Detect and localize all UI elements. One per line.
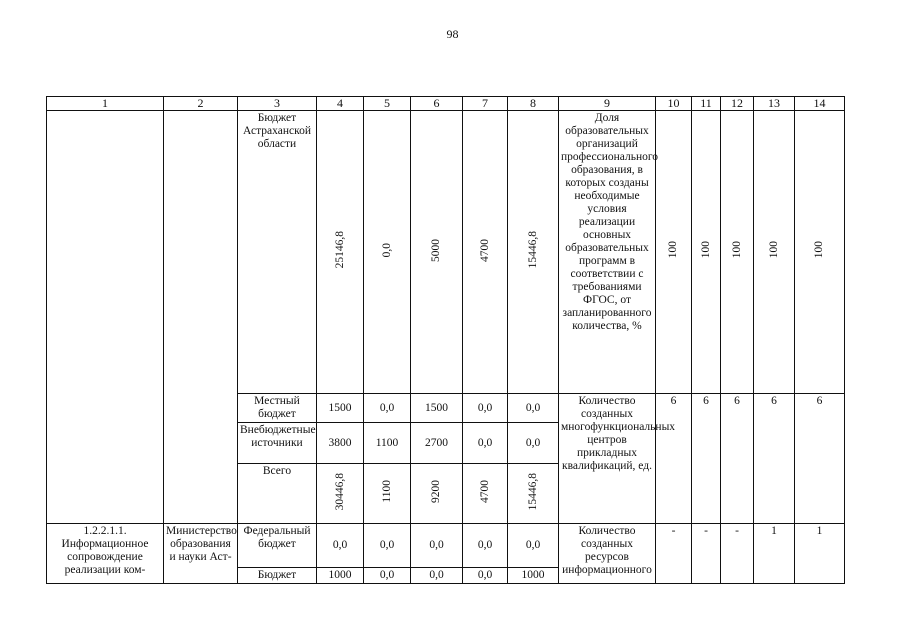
value-cell: 1000 <box>508 568 559 584</box>
funding-source: Местный бюджет <box>238 394 317 423</box>
column-number: 12 <box>721 97 754 111</box>
value-cell: 0,0 <box>508 394 559 423</box>
indicator-value-cell <box>656 111 692 394</box>
value-cell: 0,0 <box>508 423 559 464</box>
value-cell <box>364 111 411 394</box>
column-number: 14 <box>795 97 845 111</box>
value-cell: 1500 <box>317 394 364 423</box>
funding-source: Федеральный бюджет <box>238 524 317 568</box>
value-cell: 1100 <box>364 423 411 464</box>
column-number: 3 <box>238 97 317 111</box>
value-text: 5000 <box>430 238 442 262</box>
indicator-value: 6 <box>692 394 721 524</box>
indicator-value: 6 <box>795 394 845 524</box>
column-number: 8 <box>508 97 559 111</box>
value-cell: 0,0 <box>317 524 364 568</box>
program-table <box>46 96 845 584</box>
column-number: 4 <box>317 97 364 111</box>
funding-source: Бюджет <box>238 568 317 584</box>
value-cell: 0,0 <box>463 394 508 423</box>
funding-source: Внебюджетные источники <box>238 423 317 464</box>
indicator-text: Количество созданных ресурсов информационного <box>559 524 656 584</box>
value-cell: 0,0 <box>508 524 559 568</box>
value-cell: 0,0 <box>463 524 508 568</box>
value-cell: 2700 <box>411 423 463 464</box>
item-cell <box>47 111 164 524</box>
indicator-value: - <box>692 524 721 584</box>
indicator-value: 6 <box>721 394 754 524</box>
column-number: 9 <box>559 97 656 111</box>
value-cell: 0,0 <box>364 394 411 423</box>
indicator-value: 6 <box>656 394 692 524</box>
value-cell <box>463 464 508 524</box>
column-number: 11 <box>692 97 721 111</box>
indicator-value: 1 <box>754 524 795 584</box>
indicator-value: 1 <box>795 524 845 584</box>
column-number: 7 <box>463 97 508 111</box>
value-cell <box>411 464 463 524</box>
indicator-value-cell <box>795 111 845 394</box>
column-number: 13 <box>754 97 795 111</box>
indicator-value: 6 <box>754 394 795 524</box>
value-text: 4700 <box>478 238 491 262</box>
value-cell: 0,0 <box>411 568 463 584</box>
value-cell <box>463 111 508 394</box>
page-number: 98 <box>446 27 459 41</box>
column-number: 1 <box>47 97 164 111</box>
value-text: 15446,8 <box>526 231 539 269</box>
indicator-value-cell <box>692 111 721 394</box>
value-cell <box>317 111 364 394</box>
value-cell <box>411 111 463 394</box>
funding-source: Бюджет Астраханской области <box>238 111 317 394</box>
value-cell <box>317 464 364 524</box>
value-text: 15446,8 <box>526 472 539 511</box>
funding-source: Всего <box>238 464 317 524</box>
indicator-value-cell <box>754 111 795 394</box>
value-cell <box>364 464 411 524</box>
value-cell <box>508 111 559 394</box>
column-number: 6 <box>411 97 463 111</box>
item-cell: 1.2.2.1.1. Информационное сопровождение реализации ком- <box>47 524 164 584</box>
value-text: 25146,8 <box>333 231 346 269</box>
table-row <box>47 111 845 394</box>
value-text: 1100 <box>380 480 393 503</box>
indicator-value: - <box>656 524 692 584</box>
indicator-value: 100 <box>667 241 679 259</box>
indicator-value: 100 <box>730 241 743 259</box>
value-cell: 0,0 <box>463 423 508 464</box>
indicator-value-cell <box>721 111 754 394</box>
column-number: 2 <box>164 97 238 111</box>
indicator-value: - <box>721 524 754 584</box>
value-cell: 0,0 <box>411 524 463 568</box>
executor-cell: Министерство образования и науки Аст- <box>164 524 238 584</box>
table-row <box>47 524 845 568</box>
indicator-value: 100 <box>699 241 712 259</box>
indicator-value: 100 <box>813 241 825 259</box>
column-number: 5 <box>364 97 411 111</box>
value-cell: 0,0 <box>364 524 411 568</box>
value-cell: 3800 <box>317 423 364 464</box>
value-text: 30446,8 <box>333 472 346 511</box>
executor-cell <box>164 111 238 524</box>
value-text: 0,0 <box>380 242 393 258</box>
value-text: 9200 <box>430 480 442 503</box>
value-cell: 1500 <box>411 394 463 423</box>
indicator-text: Доля образовательных организаций профессионального образования, в которых созданы необходимые условия реализации основных образовательных программ в соответствии с требованиями ФГОС, от запланированного количества, % <box>559 111 656 394</box>
value-cell: 0,0 <box>463 568 508 584</box>
value-cell <box>508 464 559 524</box>
indicator-value: 100 <box>767 241 780 259</box>
column-number-row <box>47 97 845 111</box>
column-number: 10 <box>656 97 692 111</box>
value-cell: 1000 <box>317 568 364 584</box>
value-cell: 0,0 <box>364 568 411 584</box>
indicator-text: Количество созданных многофункциональных центров прикладных квалификаций, ед. <box>559 394 656 524</box>
value-text: 4700 <box>478 480 491 503</box>
